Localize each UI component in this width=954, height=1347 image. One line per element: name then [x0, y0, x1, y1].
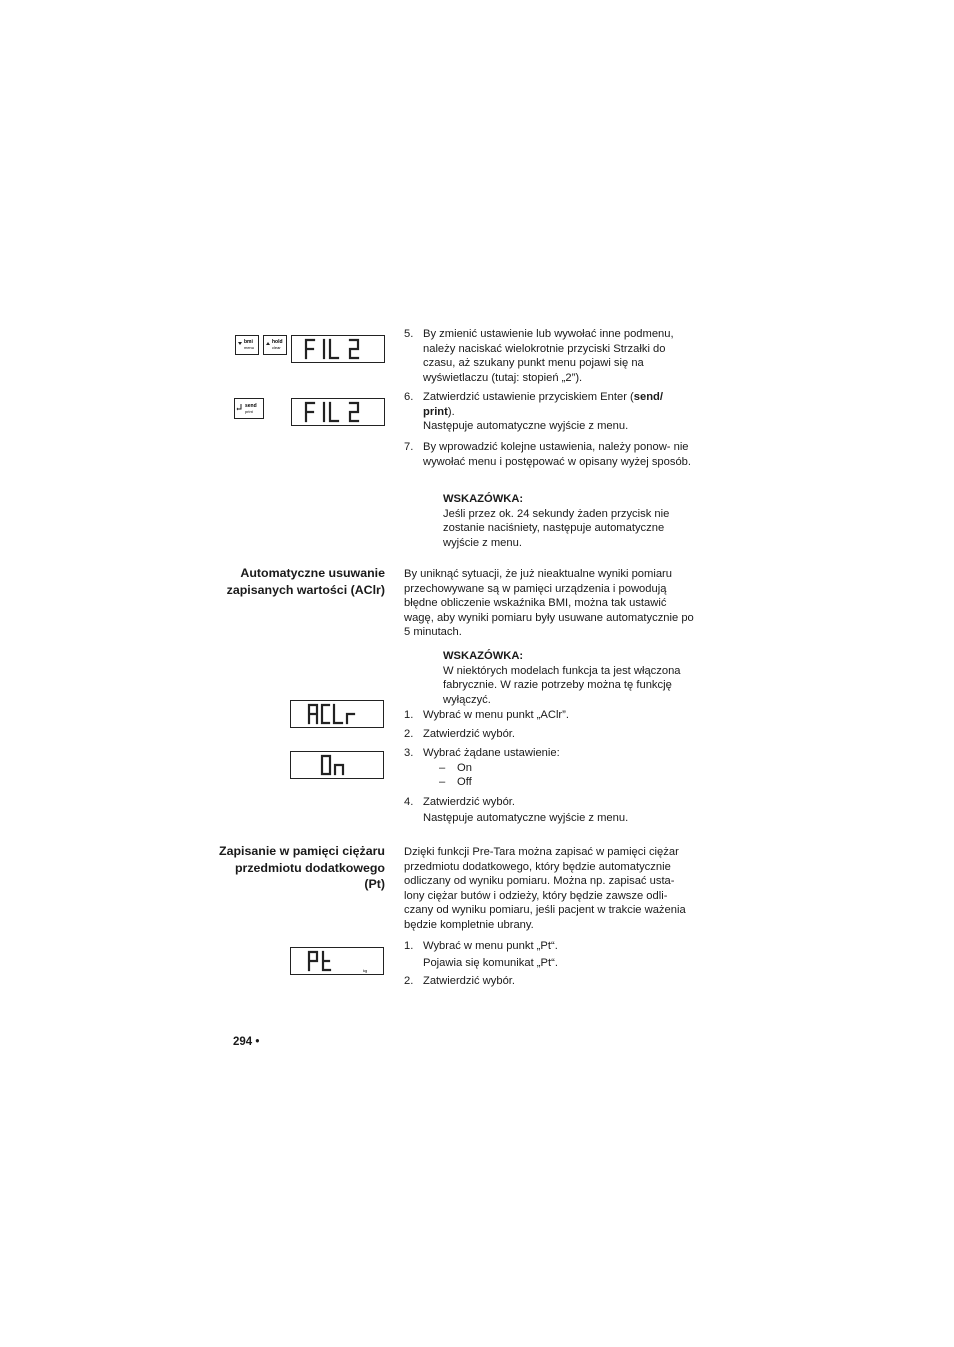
option-on: – On — [439, 761, 472, 774]
lcd-segments — [291, 701, 383, 727]
note-heading: WSKAZÓWKA: — [443, 493, 524, 505]
lcd-display-aclr — [290, 700, 384, 728]
step-number: 2. — [404, 728, 414, 740]
aclr-step-1 — [404, 708, 694, 723]
lcd-unit: kg — [363, 968, 368, 973]
step-number: 4. — [404, 796, 414, 808]
lcd-display-fil-1 — [291, 335, 385, 363]
note-heading: WSKAZÓWKA: — [443, 650, 524, 662]
lcd-segments — [291, 948, 383, 974]
step-7 — [404, 440, 694, 469]
step-text: Wybrać żądane ustawienie: — [423, 747, 560, 759]
step-text: Zatwierdzić wybór. — [423, 728, 516, 740]
step-text-bold: send/ print — [423, 391, 663, 418]
enter-key-icon — [234, 398, 264, 419]
note-timeout — [443, 492, 695, 550]
step-number: 3. — [404, 747, 414, 759]
aclr-step-2 — [404, 727, 694, 742]
step-result: Pojawia się komunikat „Pt“. — [423, 956, 558, 969]
step-result: Następuje automatyczne wyjście z menu. — [423, 420, 629, 433]
aclr-step-4 — [404, 795, 694, 826]
step-text-after: ). — [447, 405, 455, 418]
enter-key-sub: print — [245, 409, 253, 414]
up-key-sub: clear — [272, 345, 281, 350]
section-intro-aclr: By uniknąć sytuacji, że już nieaktualne wyniki pomiaru przechowywane są w pamięci urządzenia i powodują błędne obliczenie wskaźnika BMI, można tak ustawić wagę, aby wyniki pomiaru były usuwane automatycznie po 5 minutach. — [404, 568, 694, 639]
step-5 — [404, 327, 694, 385]
lcd-segments — [292, 399, 384, 425]
lcd-display-pt — [290, 947, 384, 975]
lcd-display-on — [290, 751, 384, 779]
step-number: 2. — [404, 975, 414, 987]
step-text: By zmienić ustawienie lub wywołać inne podmenu, należy naciskać wielokrotnie przyciski Strzałki do czasu, aż szukany punkt menu pojawi się na wyświetlaczu (tutaj: stopień „2”). — [423, 328, 674, 384]
page-number: 294 • — [233, 1036, 260, 1048]
step-number: 5. — [404, 328, 414, 340]
step-result: Następuje automatyczne wyjście z menu. — [423, 812, 629, 825]
step-text: Wybrać w menu punkt „AClr”. — [423, 709, 569, 721]
pt-step-1 — [404, 939, 694, 970]
lcd-display-fil-2 — [291, 398, 385, 426]
step-number: 1. — [404, 709, 414, 721]
option-off: – Off — [439, 776, 472, 789]
step-text: Zatwierdzić wybór. — [423, 796, 516, 808]
note-text: W niektórych modelach funkcja ta jest włączona fabrycznie. W razie potrzeby można tę funkcję wyłączyć. — [443, 664, 681, 706]
aclr-step-3 — [404, 746, 694, 790]
step-text: Zatwierdzić ustawienie przyciskiem Enter ( — [423, 391, 634, 403]
up-key-label: hold — [272, 339, 283, 345]
step-number: 1. — [404, 940, 414, 952]
note-text: Jeśli przez ok. 24 sekundy żaden przycisk nie zostanie naciśniety, następuje automatyczne wyjście z menu. — [443, 507, 670, 549]
arrow-down-key-icon — [235, 335, 259, 355]
arrow-up-key-icon — [263, 335, 287, 355]
step-text: By wprowadzić kolejne ustawienia, należy ponow- nie wywołać menu i postępować w opisany wyżej sposób. — [423, 441, 692, 468]
section-intro-pt: Dzięki funkcji Pre-Tara można zapisać w pamięci ciężar przedmiotu dodatkowego, który będzie automatycznie odliczany od wyniku pomiaru. Można np. zapisać usta- lony ciężar butów i odzieży, który będzie zawsze odli- czany od wyniku pomiaru, jeśli pacjent w trakcie ważenia będzie kompletnie ubrany. — [404, 846, 686, 931]
step-text: Wybrać w menu punkt „Pt“. — [423, 940, 558, 952]
down-key-sub: menu — [244, 345, 255, 350]
lcd-segments — [292, 336, 384, 362]
step-number: 6. — [404, 391, 414, 403]
pt-step-2 — [404, 974, 694, 989]
lcd-segments — [291, 752, 383, 778]
down-key-label: bmi — [244, 339, 253, 345]
enter-key-label: send — [245, 403, 257, 409]
note-aclr — [443, 649, 695, 707]
section-heading-pt: Zapisanie w pamięci ciężaru przedmiotu dodatkowego (Pt) — [219, 844, 385, 891]
step-text: Zatwierdzić wybór. — [423, 975, 516, 987]
step-6 — [404, 390, 694, 434]
step-number: 7. — [404, 441, 414, 453]
section-heading-aclr: Automatyczne usuwanie zapisanych wartości (AClr) — [226, 566, 385, 597]
